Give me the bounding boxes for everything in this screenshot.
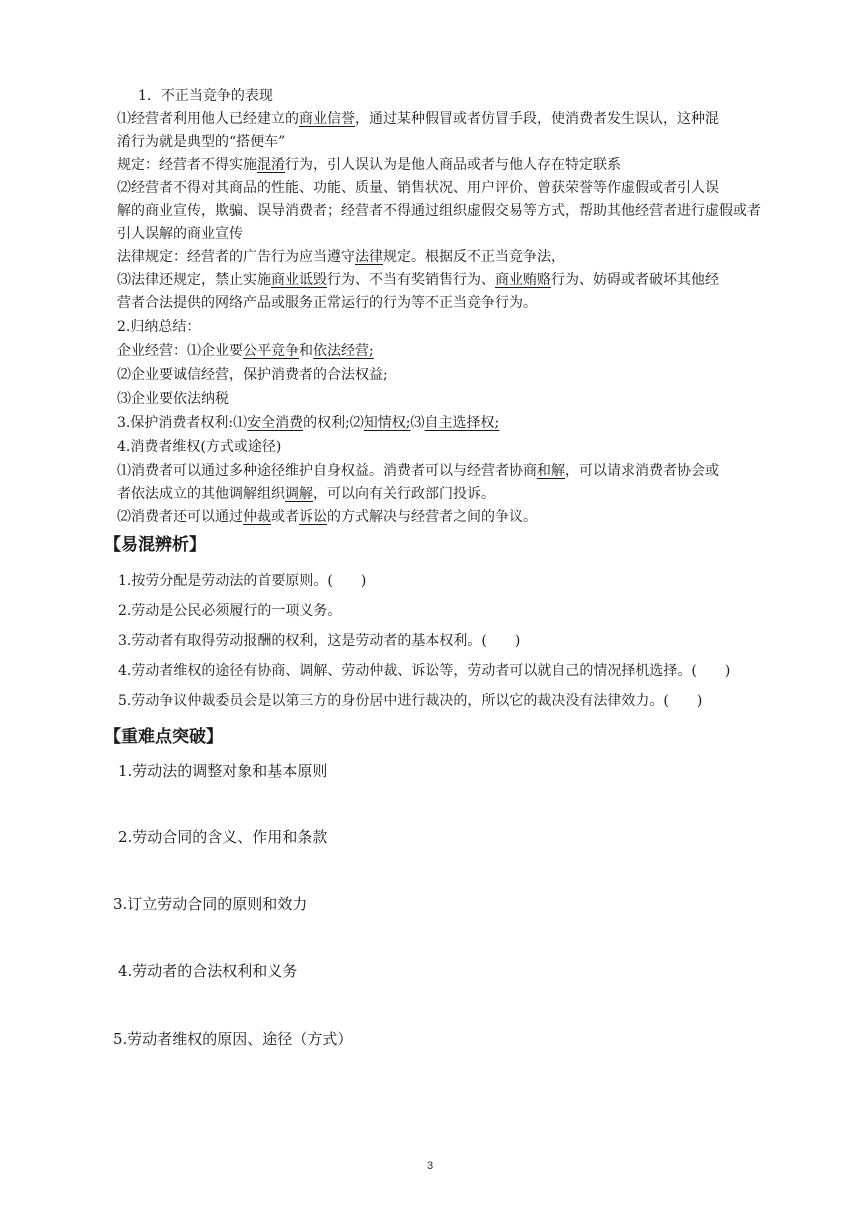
underlined-term: 商业信誉 (299, 111, 355, 127)
underlined-term: 混淆 (257, 157, 285, 173)
page-number: 3 (426, 1160, 434, 1172)
underlined-term: 诉讼 (299, 509, 327, 525)
paragraph-line: 企业经营：⑴企业要公平竞争和依法经营; (117, 343, 374, 359)
paragraph-line: 者依法成立的其他调解组织调解，可以向有关行政部门投诉。 (117, 486, 495, 502)
underlined-term: 自主选择权; (424, 415, 500, 431)
underlined-term: 商业诋毁 (271, 272, 327, 288)
paragraph-line: ⑴经营者利用他人已经建立的商业信誉，通过某种假冒或者仿冒手段，使消费者发生误认，这种混 (117, 111, 719, 127)
underlined-term: 法律 (355, 249, 383, 265)
underlined-term: 和解 (537, 463, 565, 479)
paragraph-line: 引人误解的商业宣传 (117, 226, 243, 242)
paragraph-line: ⑶法律还规定，禁止实施商业诋毁行为、不当有奖销售行为、商业贿赂行为、妨碍或者破坏其他经 (117, 272, 719, 288)
underlined-term: 仲裁 (243, 509, 271, 525)
topic-item: 2.劳动合同的含义、作用和条款 (118, 828, 328, 846)
underlined-term: 依法经营; (313, 343, 374, 359)
paragraph-line: ⑵企业要诚信经营，保护消费者的合法权益; (117, 367, 388, 383)
quiz-item: 3.劳动者有取得劳动报酬的权利，这是劳动者的基本权利。( ) (118, 633, 521, 649)
underlined-term: 商业贿赂 (495, 272, 551, 288)
paragraph-line: 营者合法提供的网络产品或服务正常运行的行为等不正当竞争行为。 (117, 295, 537, 311)
underlined-term: 安全消费 (247, 415, 304, 431)
paragraph-line: ⑵经营者不得对其商品的性能、功能、质量、销售状况、用户评价、曾获荣誉等作虚假或者引人误 (117, 180, 719, 196)
paragraph-line: 3.保护消费者权利:⑴安全消费的权利;⑵知情权;⑶自主选择权; (117, 415, 500, 431)
quiz-item: 4.劳动者维权的途径有协商、调解、劳动仲裁、诉讼等，劳动者可以就自己的情况择机选择。( ) (118, 663, 731, 679)
topic-item: 5.劳动者维权的原因、途径（方式） (113, 1030, 353, 1048)
item-heading-summary: 2.归纳总结： (117, 319, 201, 335)
paragraph-line: ⑵消费者还可以通过仲裁或者诉讼的方式解决与经营者之间的争议。 (117, 509, 537, 525)
underlined-term: 公平竞争 (243, 343, 299, 359)
paragraph-line: 解的商业宣传，欺骗、误导消费者；经营者不得通过组织虚假交易等方式，帮助其他经营者进行虚假或者 (117, 203, 761, 219)
underlined-term: 调解 (285, 486, 313, 502)
topic-item: 1.劳动法的调整对象和基本原则 (118, 762, 328, 780)
quiz-item: 2.劳动是公民必须履行的一项义务。 (118, 603, 342, 619)
paragraph-line: 法律规定：经营者的广告行为应当遵守法律规定。根据反不正当竞争法， (117, 249, 565, 265)
item-heading-consumer-rights: 4.消费者维权(方式或途径) (117, 439, 282, 455)
quiz-item: 5.劳动争议仲裁委员会是以第三方的身份居中进行裁决的，所以它的裁决没有法律效力。( ) (118, 693, 703, 709)
paragraph-line: ⑴消费者可以通过多种途径维护自身权益。消费者可以与经营者协商和解，可以请求消费者协会或 (117, 463, 719, 479)
paragraph-line: 规定：经营者不得实施混淆行为，引人误认为是他人商品或者与他人存在特定联系 (117, 157, 621, 173)
topic-item: 3.订立劳动合同的原则和效力 (113, 895, 308, 913)
underlined-term: 知情权; (363, 415, 411, 431)
item-heading-unfair-competition: 1．不正当竞争的表现 (138, 88, 273, 104)
paragraph-line: ⑶企业要依法纳税 (117, 391, 229, 407)
quiz-item: 1.按劳分配是劳动法的首要原则。( ) (118, 573, 367, 589)
paragraph-line: 淆行为就是典型的“搭便车” (117, 134, 286, 150)
section-heading-key-points: 【重难点突破】 (104, 727, 223, 747)
section-heading-confusing-points: 【易混辨析】 (104, 535, 206, 555)
topic-item: 4.劳动者的合法权利和义务 (118, 962, 298, 980)
